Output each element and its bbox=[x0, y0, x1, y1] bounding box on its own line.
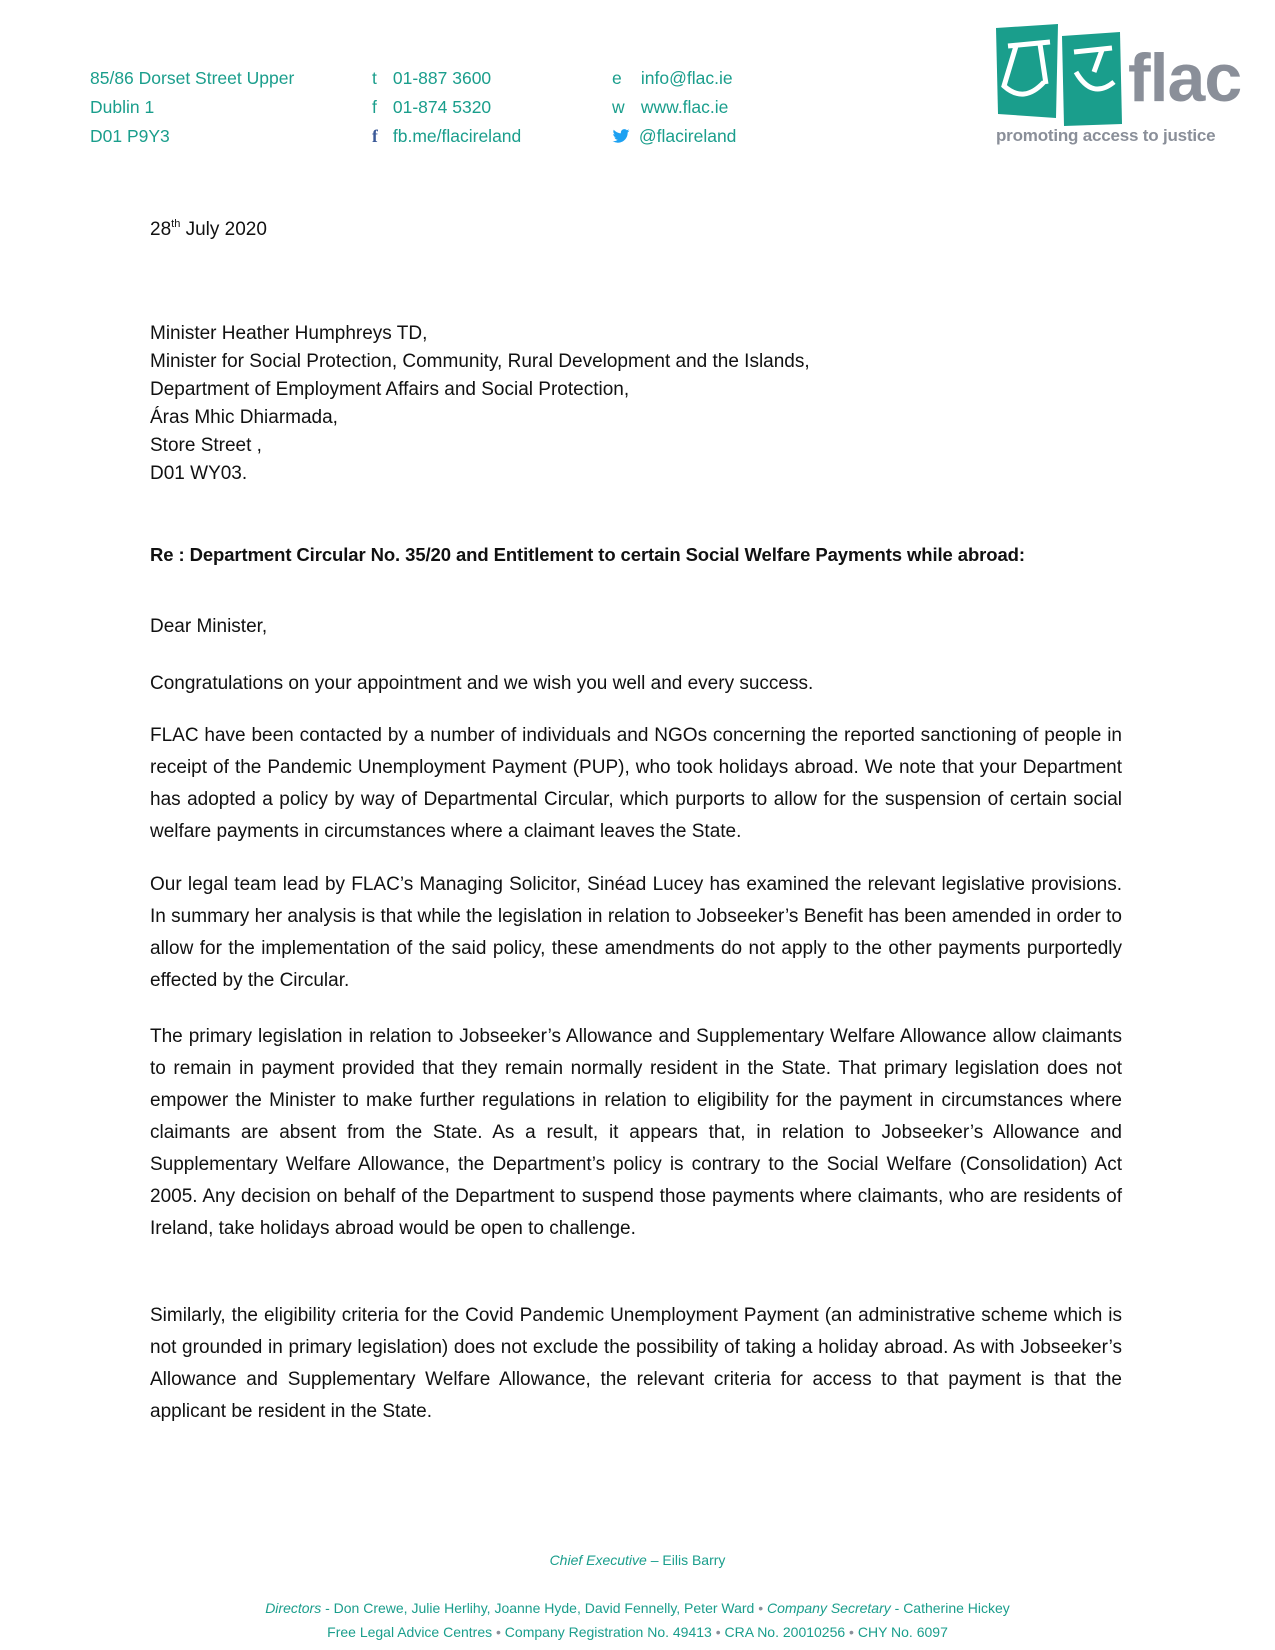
footer-registration bbox=[0, 1624, 1275, 1640]
body-paragraph: Similarly, the eligibility criteria for the Covid Pandemic Unemployment Payment (an administrative scheme which is not grounded in primary legislation) does not exclude the possibility of taking a holiday abroad. As with Jobseeker’s Allowance and Supplementary Welfare Allowance, the relevant criteria for access to that payment is that the applicant be resident in the State. bbox=[150, 1305, 1122, 1422]
letterhead-contact-phone bbox=[372, 64, 521, 151]
email-prefix: e bbox=[612, 68, 622, 88]
body-paragraph: FLAC have been contacted by a number of individuals and NGOs concerning the reported sanctioning of people in receipt of the Pandemic Unemployment Payment (PUP), who took holidays abroad. We note that your Department has adopted a policy by way of Departmental Circular, which purports to allow for the suspension of certain social welfare payments in circumstances where a claimant leaves the State. bbox=[150, 725, 1122, 842]
web-link[interactable]: www.flac.ie bbox=[640, 97, 729, 117]
date-month-year: July 2020 bbox=[185, 219, 267, 240]
logo-tagline: promoting access to justice bbox=[996, 126, 1216, 145]
scales-of-justice-icon bbox=[996, 24, 1126, 126]
fax-row bbox=[372, 93, 521, 122]
letter-date bbox=[150, 218, 1122, 241]
twitter-bird-icon bbox=[612, 129, 630, 143]
body-paragraph: Congratulations on your appointment and we wish you well and every success. bbox=[150, 673, 814, 694]
recipient-line: Minister Heather Humphreys TD, bbox=[150, 323, 428, 344]
fax-prefix: f bbox=[372, 97, 377, 117]
bullet-separator: • bbox=[496, 1624, 501, 1640]
fax-number: 01-874 5320 bbox=[392, 97, 492, 117]
recipient-line: D01 WY03. bbox=[150, 463, 248, 484]
address-line-2: Dublin 1 bbox=[90, 97, 155, 117]
body-paragraph: The primary legislation in relation to Jobseeker’s Allowance and Supplementary Welfare Allowance allow claimants to remain in payment provided that they remain normally resident in the State. That primary legislation does not empower the Minister to make further regulations in relation to eligibility for the payment in circumstances where claimants are absent from the State. As a result, it appears that, in relation to Jobseeker’s Allowance and Supplementary Welfare Allowance, the Department’s policy is contrary to the Social Welfare (Consolidation) Act 2005. Any decision on behalf of the Department to suspend those payments where claimants, who are residents of Ireland, take holidays abroad would be open to challenge. bbox=[150, 1026, 1122, 1239]
phone-number: 01-887 3600 bbox=[392, 68, 492, 88]
footer-chief-executive bbox=[0, 1552, 1275, 1568]
logo-wordmark: flac bbox=[1128, 40, 1242, 116]
letter-subject: Re : Department Circular No. 35/20 and Entitlement to certain Social Welfare Payments while abroad: bbox=[150, 544, 1025, 565]
bullet-separator: • bbox=[758, 1600, 764, 1616]
twitter-row bbox=[612, 122, 736, 151]
ceo-label: Chief Executive bbox=[549, 1552, 647, 1568]
company-registration: Company Registration No. 49413 bbox=[500, 1624, 716, 1640]
recipient-line: Department of Employment Affairs and Social Protection, bbox=[150, 379, 630, 400]
facebook-icon: f bbox=[372, 126, 378, 146]
footer-directors bbox=[0, 1600, 1275, 1616]
email-link[interactable]: info@flac.ie bbox=[640, 68, 733, 88]
bullet-separator: • bbox=[849, 1624, 854, 1640]
phone-row bbox=[372, 64, 521, 93]
bullet-separator: • bbox=[715, 1624, 721, 1640]
recipient-line: Minister for Social Protection, Community, Rural Development and the Islands, bbox=[150, 351, 810, 372]
recipient-address bbox=[150, 320, 1122, 488]
secretary-label: Company Secretary bbox=[767, 1600, 891, 1616]
directors-names: - Don Crewe, Julie Herlihy, Joanne Hyde, David Fennelly, Peter Ward bbox=[321, 1600, 759, 1616]
address-line-1: 85/86 Dorset Street Upper bbox=[90, 68, 295, 88]
letterhead-address bbox=[90, 64, 294, 151]
web-prefix: w bbox=[612, 97, 625, 117]
date-suffix: th bbox=[171, 218, 181, 230]
body-paragraph: Our legal team lead by FLAC’s Managing Solicitor, Sinéad Lucey has examined the relevant legislative provisions. In summary her analysis is that while the legislation in relation to Jobseeker’s Benefit has been amended in order to allow for the implementation of the said policy, these amendments do not apply to the other payments purportedly effected by the Circular. bbox=[150, 874, 1122, 991]
email-row bbox=[612, 64, 736, 93]
recipient-line: Store Street , bbox=[150, 435, 262, 456]
chy-number: CHY No. 6097 bbox=[853, 1624, 948, 1640]
web-row bbox=[612, 93, 736, 122]
letter-salutation: Dear Minister, bbox=[150, 616, 268, 637]
flac-logo bbox=[996, 24, 1246, 154]
phone-prefix: t bbox=[372, 68, 377, 88]
facebook-link[interactable]: fb.me/flacireland bbox=[392, 126, 522, 146]
address-line-3: D01 P9Y3 bbox=[90, 126, 170, 146]
cra-number: CRA No. 20010256 bbox=[720, 1624, 850, 1640]
recipient-line: Áras Mhic Dhiarmada, bbox=[150, 407, 338, 428]
date-day: 28 bbox=[150, 219, 172, 240]
letterhead-contact-online bbox=[612, 64, 736, 151]
ceo-name: – Eilis Barry bbox=[646, 1552, 726, 1568]
facebook-row bbox=[372, 122, 521, 151]
directors-label: Directors bbox=[265, 1600, 322, 1616]
secretary-name: - Catherine Hickey bbox=[890, 1600, 1010, 1616]
twitter-link[interactable]: @flacireland bbox=[638, 126, 737, 146]
org-name: Free Legal Advice Centres bbox=[327, 1624, 497, 1640]
